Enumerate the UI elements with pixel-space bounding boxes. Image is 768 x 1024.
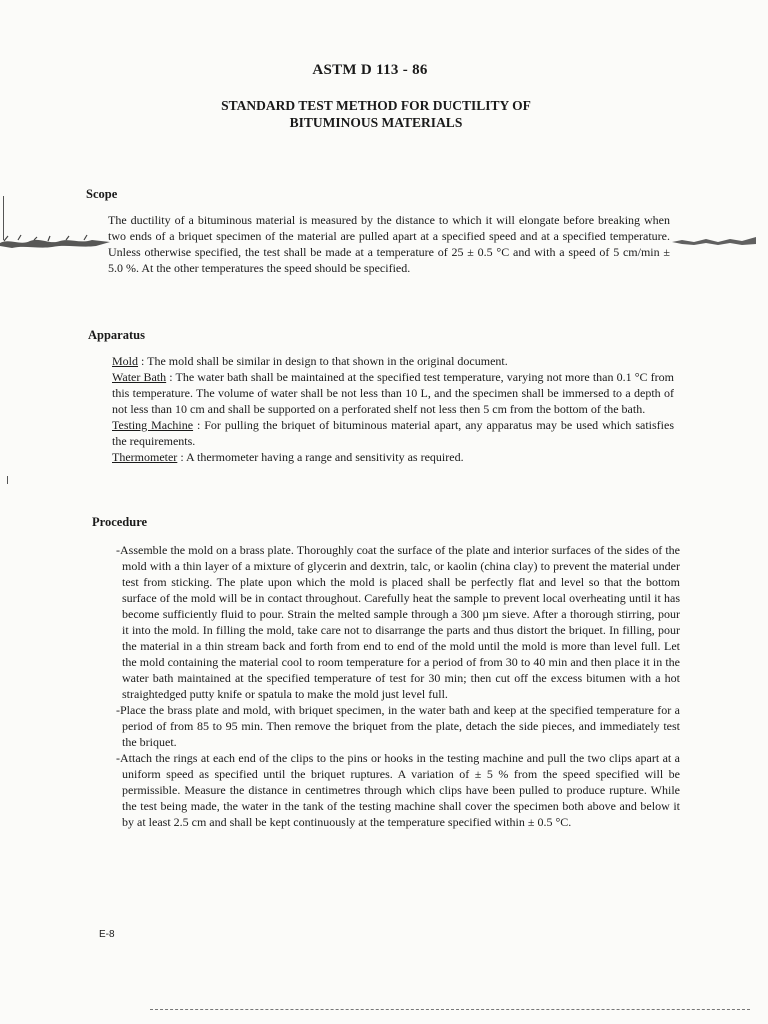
apparatus-desc: : The mold shall be similar in design to that shown in the original document.: [138, 354, 508, 368]
subtitle-line-1: STANDARD TEST METHOD FOR DUCTILITY OF: [221, 98, 531, 113]
apparatus-item-mold: [112, 353, 674, 369]
scan-bottom-line: [150, 1009, 750, 1010]
apparatus-item-testing-machine: [112, 417, 674, 449]
apparatus-term: Water Bath: [112, 370, 167, 384]
apparatus-desc: : The water bath shall be maintained at the specified test temperature, varying not more than 0.1 °C from this temperature. The volume of water shall be not less than 10 L, and the specimen shall be immersed to a depth of not less than 10 cm and shall be supported on a perforated shelf not less then 5 cm from the bottom of the bath.: [112, 370, 674, 416]
apparatus-item-water-bath: [112, 369, 674, 417]
page-number: E-8: [99, 929, 115, 940]
apparatus-item-thermometer: [112, 449, 674, 465]
document-subtitle: [0, 97, 752, 131]
procedure-step: -Assemble the mold on a brass plate. Thoroughly coat the surface of the plate and interior surfaces of the sides of the mold with a thin layer of a mixture of glycerin and dextrin, talc, or kaolin (china clay) to prevent the material under test from sticking. The plate upon which the mold is placed shall be perfectly flat and level so that the bottom surface of the mold will be in contact throughout. Carefully heat the sample to prevent local overheating until it has become sufficiently fluid to pour. Strain the melted sample through a 300 µm sieve. After a thorough stirring, pour it into the mold. In filling the mold, take care not to disarrange the parts and thus distort the briquet. In filling, pour the material in a thin stream back and forth from end to end of the mold until the mold is more than level full. Let the mold containing the material cool to room temperature for a period of from 30 to 40 min and then place it in the water bath maintained at the specified temperature of test for 30 min; then cut off the excess bitumen with a hot straightedged putty knife or spatula to make the mold just level full.: [116, 543, 680, 701]
document-title: ASTM D 113 - 86: [312, 62, 428, 78]
procedure-step: -Attach the rings at each end of the clips to the pins or hooks in the testing machine and pull the two clips apart at a uniform speed as specified until the briquet ruptures. A variation of ± 5 % from the speed specified will be permissible. Measure the distance in centimetres through which clips have been pulled to produce rupture. While the test being made, the water in the tank of the testing machine shall cover the specimen both above and below it by at least 2.5 cm and shall be kept continuously at the temperature specified within ± 0.5 °C.: [116, 751, 680, 829]
scope-paragraph: The ductility of a bituminous material is measured by the distance to which it will elongate before breaking when two ends of a briquet specimen of the material are pulled apart at a specified speed and at a specified temperature. Unless otherwise specified, the test shall be made at a temperature of 25 ± 0.5 °C and with a speed of 5 cm/min ± 5.0 %. At the other temperatures the speed should be specified.: [108, 213, 670, 275]
apparatus-heading: Apparatus: [88, 328, 145, 342]
subtitle-line-2: BITUMINOUS MATERIALS: [289, 115, 463, 130]
procedure-heading: Procedure: [92, 515, 148, 529]
scope-heading: Scope: [86, 187, 118, 201]
scan-smear-right: [672, 230, 758, 250]
apparatus-list: [112, 353, 674, 465]
scan-mark: [3, 196, 4, 240]
procedure-list: [116, 542, 680, 830]
apparatus-term: Thermometer: [112, 450, 178, 464]
apparatus-term: Testing Machine: [112, 418, 194, 432]
scan-mark: [7, 476, 8, 484]
apparatus-desc: : For pulling the briquet of bituminous material apart, any apparatus may be used which satisfies the requirements.: [112, 418, 674, 448]
scan-smear-left: [0, 232, 112, 254]
apparatus-desc: : A thermometer having a range and sensitivity as required.: [177, 450, 464, 464]
procedure-step: -Place the brass plate and mold, with briquet specimen, in the water bath and keep at the specified temperature for a period of from 85 to 95 min. Then remove the briquet from the plate, detach the side pieces, and immediately test the briquet.: [116, 703, 680, 749]
apparatus-term: Mold: [112, 354, 139, 368]
